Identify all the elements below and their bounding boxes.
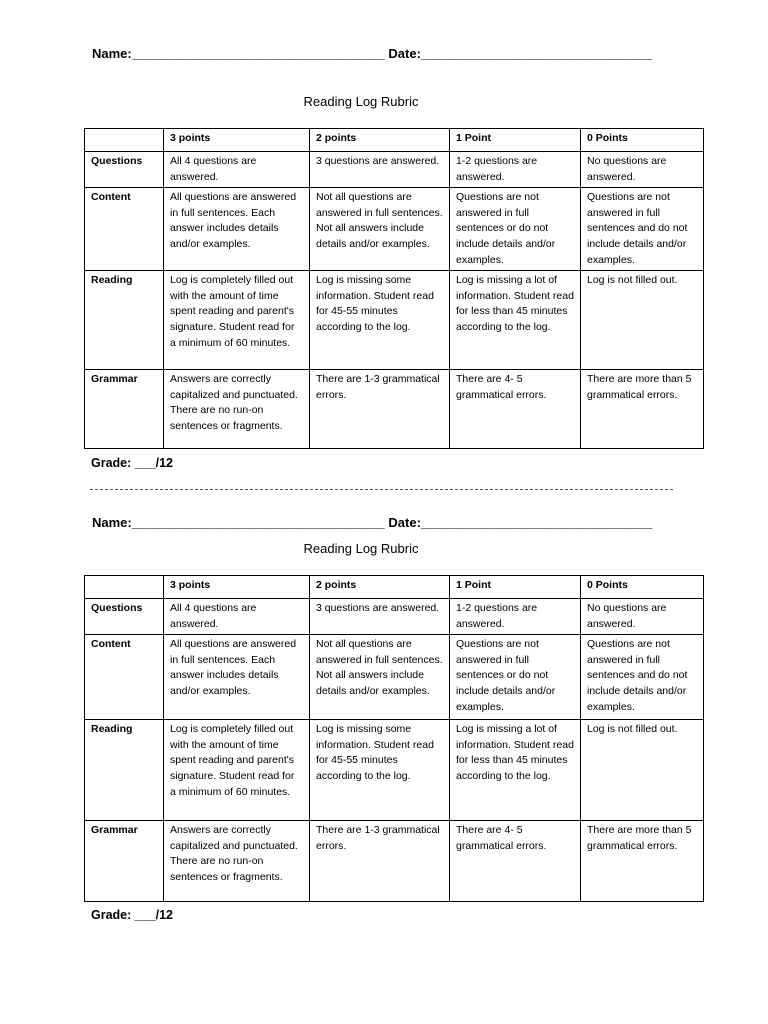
table-cell: All questions are answered in full sentences. Each answer includes details and/or examples. <box>164 188 310 271</box>
row-label: Questions <box>85 599 164 635</box>
table-cell: 1-2 questions are answered. <box>450 152 581 188</box>
column-header: 3 points <box>164 576 310 599</box>
row-label: Reading <box>85 271 164 370</box>
table-cell: Log is completely filled out with the amount of time spent reading and parent's signature. Student read for a minimum of 60 minutes. <box>164 271 310 370</box>
table-cell: Not all questions are answered in full sentences. Not all answers include details and/or examples. <box>310 188 450 271</box>
table-cell: 3 questions are answered. <box>310 152 450 188</box>
column-header <box>85 129 164 152</box>
table-cell: Log is not filled out. <box>581 720 704 821</box>
cut-line-divider <box>90 489 673 490</box>
row-label: Questions <box>85 152 164 188</box>
table-cell: Log is missing some information. Student read for 45-55 minutes according to the log. <box>310 720 450 821</box>
table-cell: Log is completely filled out with the amount of time spent reading and parent's signature. Student read for a minimum of 60 minutes. <box>164 720 310 821</box>
row-label: Content <box>85 635 164 720</box>
table-cell: Log is missing a lot of information. Student read for less than 45 minutes according to the log. <box>450 271 581 370</box>
column-header: 0 Points <box>581 576 704 599</box>
table-cell: Questions are not answered in full sentences and do not include details and/or examples. <box>581 635 704 720</box>
table-cell: There are 4- 5 grammatical errors. <box>450 821 581 902</box>
table-cell: All 4 questions are answered. <box>164 152 310 188</box>
table-cell: No questions are answered. <box>581 152 704 188</box>
table-cell: All 4 questions are answered. <box>164 599 310 635</box>
table-cell: No questions are answered. <box>581 599 704 635</box>
grade-line: Grade: ___/12 <box>91 908 173 922</box>
column-header: 3 points <box>164 129 310 152</box>
table-cell: 3 questions are answered. <box>310 599 450 635</box>
column-header: 1 Point <box>450 129 581 152</box>
column-header: 0 Points <box>581 129 704 152</box>
table-cell: Log is missing some information. Student read for 45-55 minutes according to the log. <box>310 271 450 370</box>
table-row <box>85 370 704 449</box>
column-header <box>85 576 164 599</box>
table-row <box>85 271 704 370</box>
row-label: Content <box>85 188 164 271</box>
grade-line: Grade: ___/12 <box>91 456 173 470</box>
column-header: 2 points <box>310 576 450 599</box>
table-cell: There are 1-3 grammatical errors. <box>310 821 450 902</box>
table-cell: Answers are correctly capitalized and punctuated. There are no run-on sentences or fragments. <box>164 370 310 449</box>
table-cell: Questions are not answered in full sentences or do not include details and/or examples. <box>450 635 581 720</box>
table-row <box>85 188 704 271</box>
table-cell: There are more than 5 grammatical errors. <box>581 821 704 902</box>
column-header: 1 Point <box>450 576 581 599</box>
rubric-title: Reading Log Rubric <box>303 541 419 556</box>
name-date-line: Name:___________________________________ Date:________________________________ <box>92 515 653 530</box>
column-header: 2 points <box>310 129 450 152</box>
table-cell: Log is missing a lot of information. Student read for less than 45 minutes according to the log. <box>450 720 581 821</box>
table-cell: Log is not filled out. <box>581 271 704 370</box>
table-cell: Answers are correctly capitalized and punctuated. There are no run-on sentences or fragments. <box>164 821 310 902</box>
name-date-line: Name:___________________________________ Date:________________________________ <box>92 46 653 61</box>
table-cell: Not all questions are answered in full sentences. Not all answers include details and/or examples. <box>310 635 450 720</box>
table-cell: Questions are not answered in full sentences or do not include details and/or examples. <box>450 188 581 271</box>
table-cell: Questions are not answered in full sentences and do not include details and/or examples. <box>581 188 704 271</box>
table-cell: All questions are answered in full sentences. Each answer includes details and/or examples. <box>164 635 310 720</box>
table-cell: 1-2 questions are answered. <box>450 599 581 635</box>
rubric-title: Reading Log Rubric <box>303 94 419 109</box>
table-row <box>85 599 704 635</box>
table-row <box>85 152 704 188</box>
row-label: Reading <box>85 720 164 821</box>
table-cell: There are 4- 5 grammatical errors. <box>450 370 581 449</box>
table-header-row <box>85 576 704 599</box>
table-header-row <box>85 129 704 152</box>
table-cell: There are 1-3 grammatical errors. <box>310 370 450 449</box>
table-cell: There are more than 5 grammatical errors. <box>581 370 704 449</box>
table-row <box>85 635 704 720</box>
table-row <box>85 821 704 902</box>
table-row <box>85 720 704 821</box>
rubric-table <box>84 575 704 902</box>
rubric-table <box>84 128 704 449</box>
row-label: Grammar <box>85 370 164 449</box>
row-label: Grammar <box>85 821 164 902</box>
